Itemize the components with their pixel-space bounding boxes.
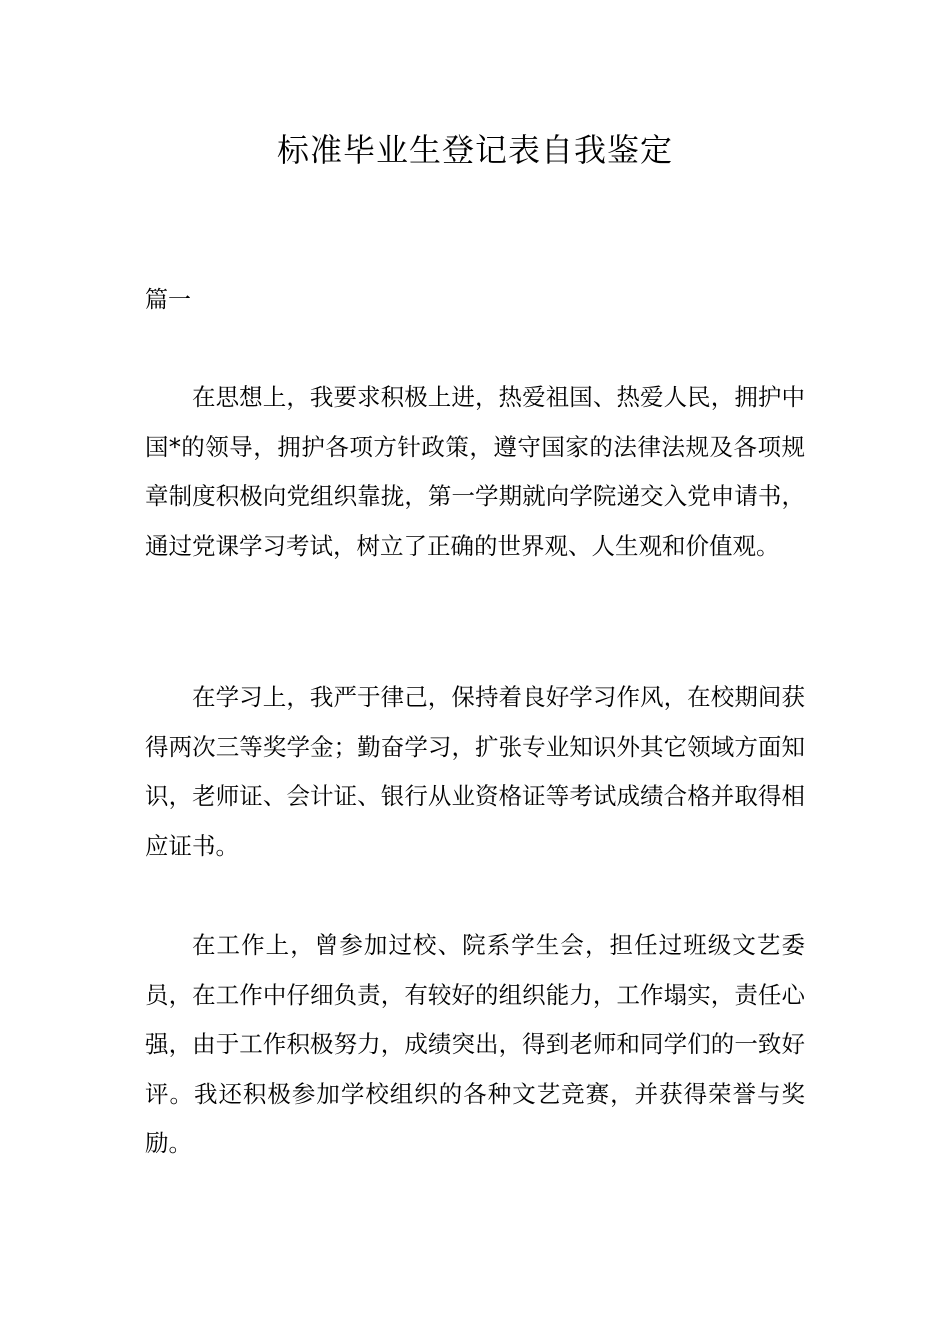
document-title: 标准毕业生登记表自我鉴定 xyxy=(276,131,673,169)
paragraph-ideology: 在思想上，我要求积极上进，热爱祖国、热爱人民，拥护中国*的领导，拥护各项方针政策，遵守国家的法律法规及各项规章制度积极向党组织靠拢，第一学期就向学院递交入党申请书，通过党课学习考试，树立了正确的世界观、人生观和价值观。 xyxy=(145,383,805,560)
section-label: 篇一 xyxy=(145,287,191,313)
paragraph-study: 在学习上，我严于律己，保持着良好学习作风，在校期间获得两次三等奖学金；勤奋学习，扩张专业知识外其它领域方面知识，老师证、会计证、银行从业资格证等考试成绩合格并取得相应证书。 xyxy=(145,683,805,860)
paragraph-work: 在工作上，曾参加过校、院系学生会，担任过班级文艺委员，在工作中仔细负责，有较好的组织能力，工作塌实，责任心强，由于工作积极努力，成绩突出，得到老师和同学们的一致好评。我还积极参加学校组织的各种文艺竞赛，并获得荣誉与奖励。 xyxy=(145,931,805,1157)
